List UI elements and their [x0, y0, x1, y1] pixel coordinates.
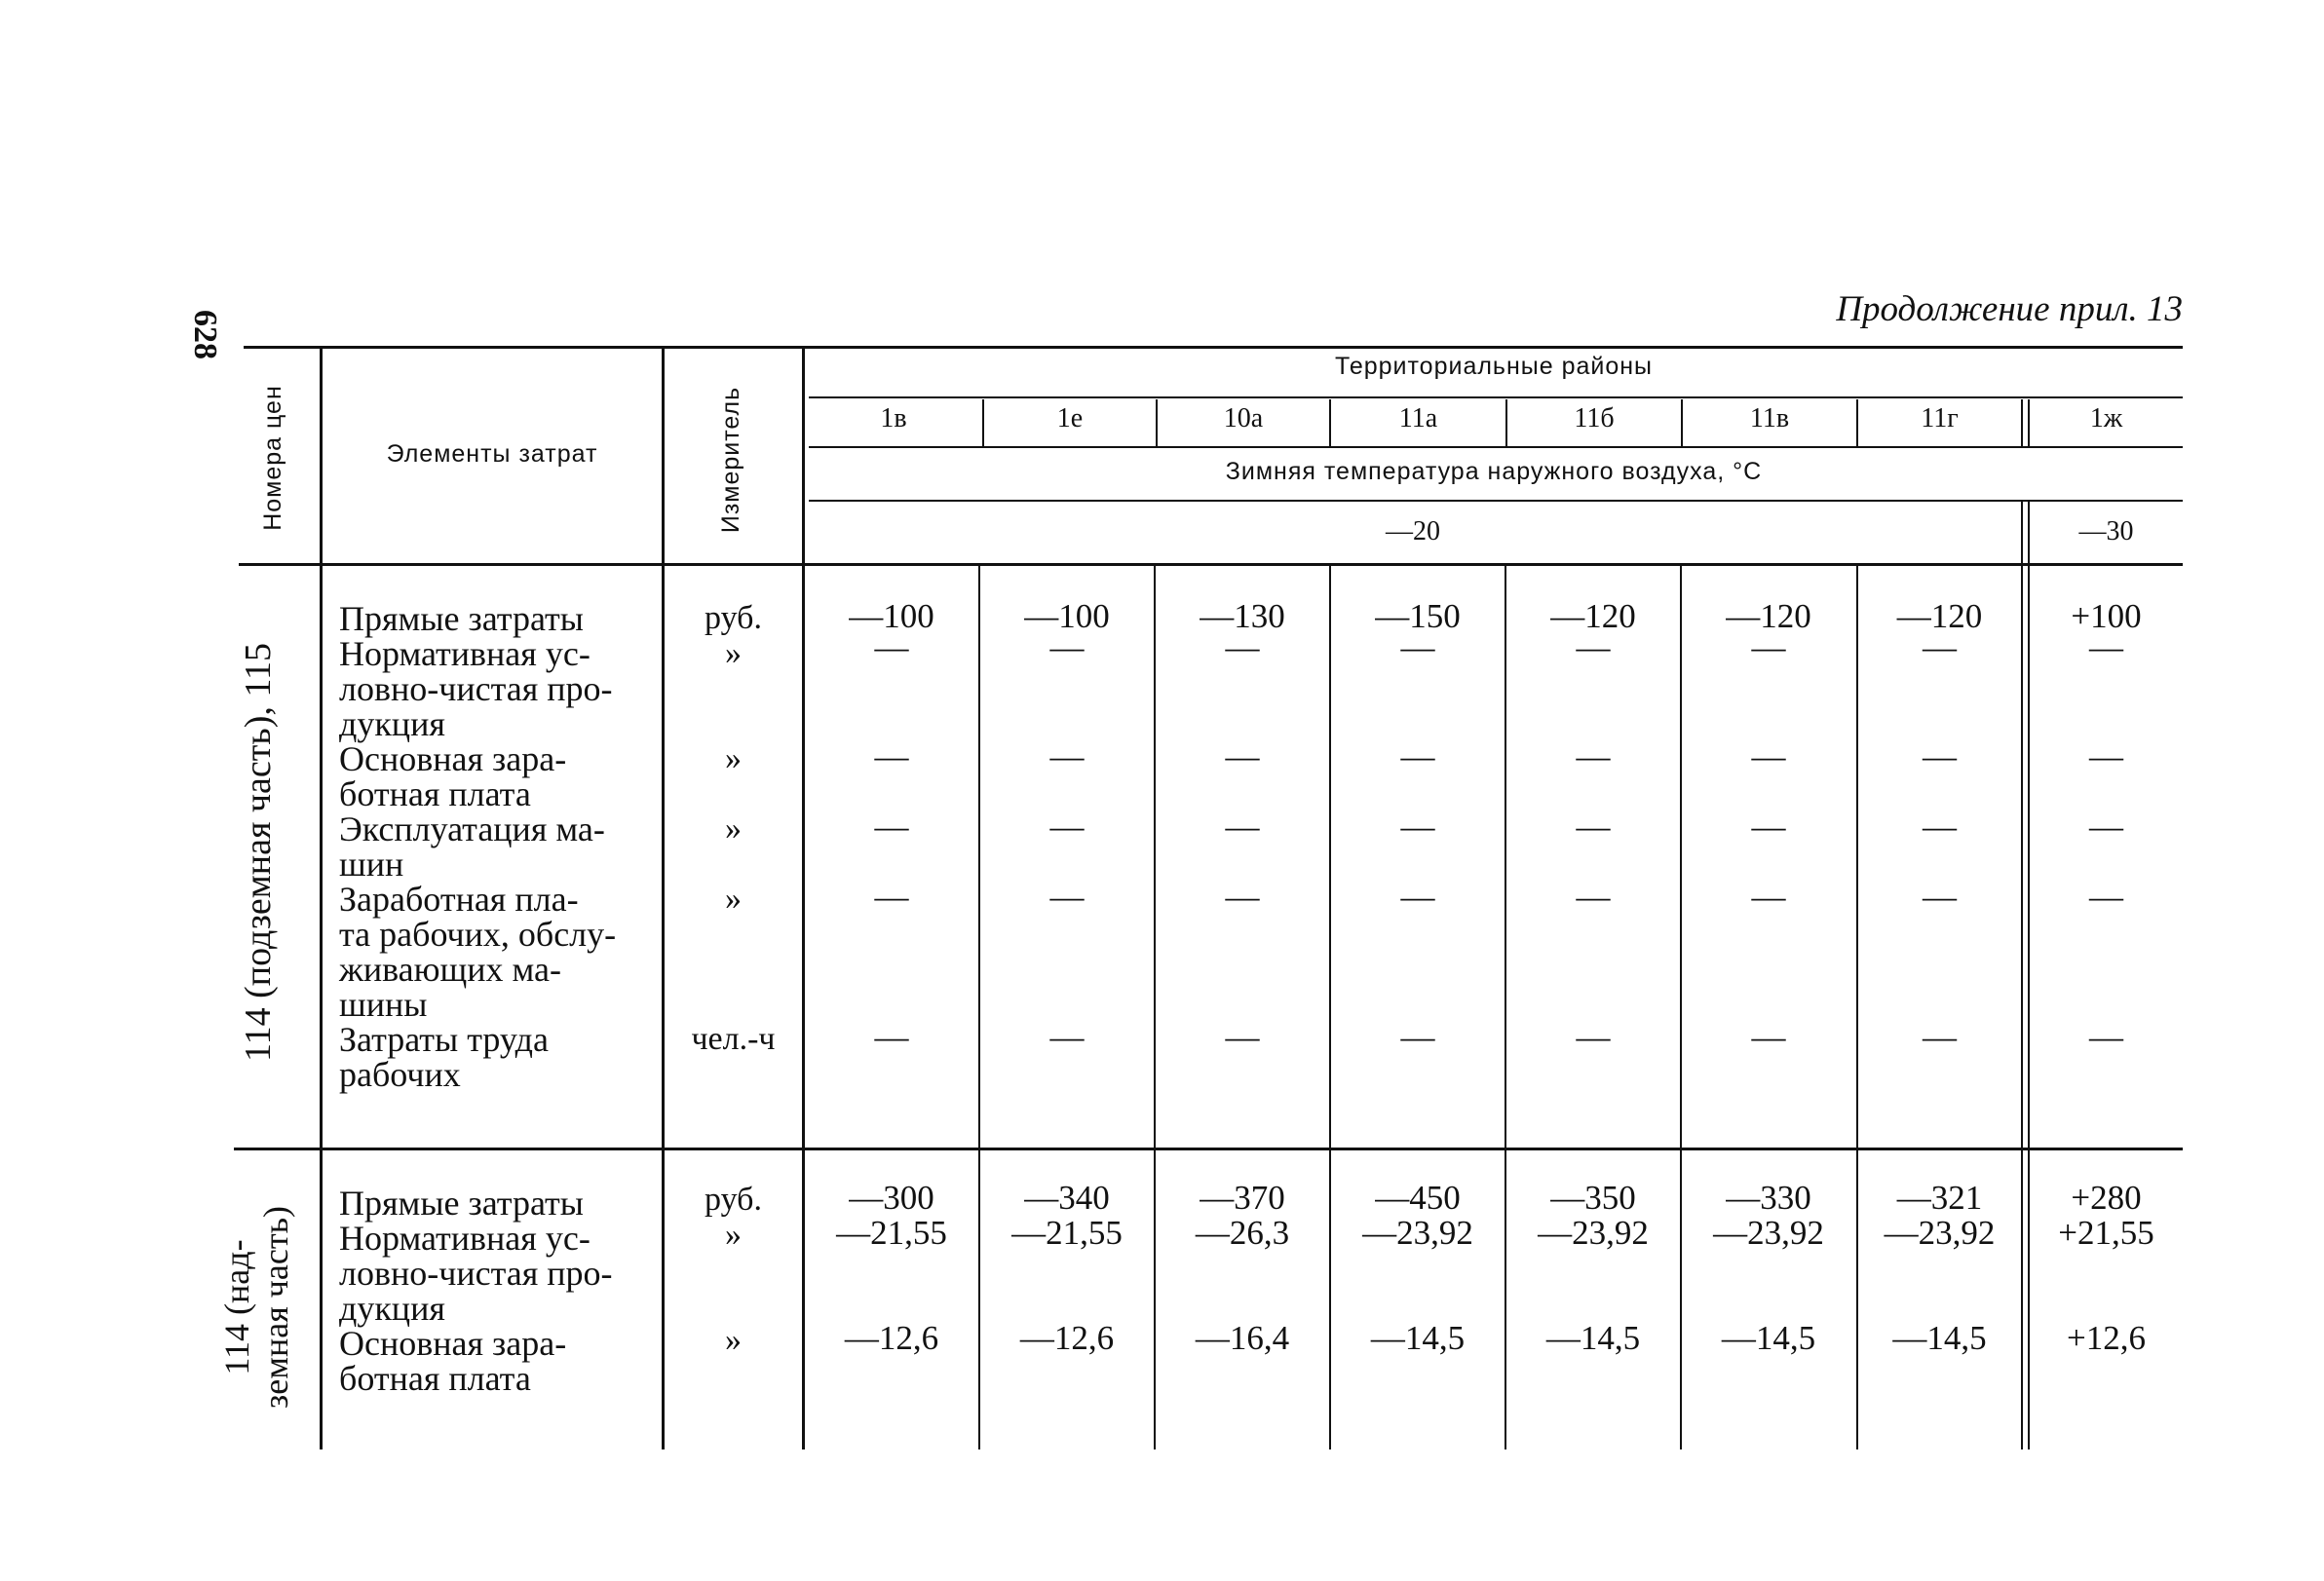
cell-value: —	[874, 1018, 909, 1056]
temp-main: —20	[1386, 516, 1440, 546]
district-11b: 11б	[1574, 403, 1615, 433]
cell-value: —	[1576, 1018, 1611, 1056]
cell-value: —23,92	[1713, 1214, 1824, 1252]
row-element-line: Прямые затраты	[339, 599, 584, 638]
cell-value: —	[1751, 628, 1786, 666]
section-label-aboveground-line1: 114 (над-	[217, 1239, 256, 1375]
cell-value: —	[1400, 878, 1435, 916]
cell-value: —	[1049, 878, 1085, 916]
cell-value: —	[1923, 808, 1957, 846]
cell-value: —100	[849, 597, 934, 635]
cell-value: +280	[2071, 1179, 2142, 1217]
row-unit: »	[725, 635, 742, 671]
row-element-line: ловно-чистая про-	[339, 1254, 613, 1293]
cell-value: —	[1923, 878, 1957, 916]
cell-value: —	[1751, 737, 1786, 775]
cell-value: —	[1049, 628, 1085, 666]
cell-value: —	[1049, 1018, 1085, 1056]
cell-value: —	[1225, 808, 1260, 846]
row-unit: руб.	[705, 600, 762, 636]
row-element-line: ботная плата	[339, 774, 531, 813]
cell-value: —	[1049, 808, 1085, 846]
row-element-line: Прямые затраты	[339, 1184, 584, 1223]
cell-value: —	[1576, 808, 1611, 846]
row-element-line: дукция	[339, 1289, 445, 1328]
cell-value: —	[1576, 628, 1611, 666]
cell-value: —370	[1200, 1179, 1285, 1217]
cell-value: —26,3	[1195, 1214, 1290, 1252]
section-label-aboveground-line2: земная часть)	[256, 1206, 295, 1409]
page-number: 628	[187, 310, 223, 359]
cell-value: —	[1751, 1018, 1786, 1056]
cell-value: —120	[1550, 597, 1636, 635]
cell-value: —	[1400, 737, 1435, 775]
cell-value: —	[1923, 1018, 1957, 1056]
cell-value: —	[1923, 628, 1957, 666]
district-1e: 1е	[1056, 403, 1084, 433]
section-label-aboveground	[217, 1181, 299, 1434]
cell-value: —23,92	[1538, 1214, 1649, 1252]
row-unit: руб.	[705, 1182, 762, 1218]
row-element-line: та рабочих, обслу-	[339, 915, 617, 954]
cell-value: —	[1049, 737, 1085, 775]
cell-value: —321	[1896, 1179, 1983, 1217]
cell-value: —14,5	[1892, 1319, 1987, 1357]
row-unit: »	[725, 881, 742, 917]
cell-value: —	[1576, 737, 1611, 775]
header-unit: Измеритель	[717, 386, 744, 534]
cell-value: —12,6	[1019, 1319, 1115, 1357]
row-element-line: Затраты труда	[339, 1020, 549, 1059]
cell-value: —150	[1375, 597, 1461, 635]
continuation-caption: Продолжение прил. 13	[1836, 289, 2183, 329]
row-unit: »	[725, 1217, 742, 1253]
cell-value: —120	[1896, 597, 1983, 635]
district-10a: 10а	[1223, 403, 1264, 433]
cell-value: —300	[849, 1179, 934, 1217]
cell-value: —14,5	[1545, 1319, 1641, 1357]
district-1zh: 1ж	[2089, 403, 2123, 433]
row-element-line: Нормативная ус-	[339, 1219, 591, 1258]
cell-value: —	[1576, 878, 1611, 916]
cell-value: —	[2089, 1018, 2123, 1056]
cell-value: —	[1225, 628, 1260, 666]
cell-value: —	[874, 737, 909, 775]
cell-value: —	[1751, 808, 1786, 846]
cell-value: —23,92	[1362, 1214, 1473, 1252]
row-element-line: дукция	[339, 704, 445, 743]
header-cost-elements: Элементы затрат	[386, 440, 598, 468]
row-element-line: живающих ма-	[339, 950, 562, 989]
header-price-numbers: Номера цен	[259, 385, 286, 531]
cell-value: —16,4	[1195, 1319, 1290, 1357]
district-11g: 11г	[1921, 403, 1959, 433]
cell-value: —350	[1550, 1179, 1636, 1217]
cell-value: +21,55	[2058, 1214, 2154, 1252]
cell-value: —12,6	[844, 1319, 939, 1357]
row-unit: »	[725, 740, 742, 776]
cell-value: —	[1225, 878, 1260, 916]
cell-value: —	[1225, 737, 1260, 775]
cell-value: —100	[1024, 597, 1110, 635]
cell-value: —450	[1375, 1179, 1461, 1217]
row-element-line: Основная зара-	[339, 1324, 567, 1363]
cell-value: —14,5	[1370, 1319, 1466, 1357]
cell-value: —340	[1024, 1179, 1110, 1217]
cell-value: +100	[2071, 597, 2142, 635]
cell-value: —	[1751, 878, 1786, 916]
row-element-line: Эксплуатация ма-	[339, 809, 605, 848]
cell-value: —330	[1726, 1179, 1811, 1217]
cell-value: —	[874, 808, 909, 846]
cell-value: —21,55	[1011, 1214, 1123, 1252]
cell-value: —21,55	[836, 1214, 947, 1252]
cell-value: —	[1400, 1018, 1435, 1056]
district-1v: 1в	[880, 403, 907, 433]
section-label-underground: 114 (подземная часть), 115	[238, 643, 279, 1062]
cell-value: —	[1400, 808, 1435, 846]
row-unit: »	[725, 1322, 742, 1358]
row-element-line: рабочих	[339, 1055, 461, 1094]
header-territorial: Территориальные районы	[1334, 353, 1654, 380]
district-11v: 11в	[1749, 403, 1790, 433]
cell-value: —	[2089, 808, 2123, 846]
row-element-line: ботная плата	[339, 1359, 531, 1398]
row-element-line: Нормативная ус-	[339, 634, 591, 673]
cell-value: —130	[1200, 597, 1285, 635]
row-element-line: Заработная пла-	[339, 880, 579, 919]
row-element-line: шин	[339, 845, 404, 884]
temp-last: —30	[2078, 516, 2134, 546]
cell-value: —120	[1726, 597, 1811, 635]
cell-value: —	[874, 628, 909, 666]
cell-value: —	[1225, 1018, 1260, 1056]
row-element-line: Основная зара-	[339, 739, 567, 778]
cell-value: —	[1923, 737, 1957, 775]
cell-value: —	[2089, 878, 2123, 916]
cell-value: —	[874, 878, 909, 916]
cell-value: —	[1400, 628, 1435, 666]
cell-value: —	[2089, 628, 2123, 666]
row-element-line: шины	[339, 985, 428, 1024]
district-11a: 11а	[1398, 403, 1438, 433]
cell-value: +12,6	[2067, 1319, 2146, 1357]
cell-value: —	[2089, 737, 2123, 775]
row-element-line: ловно-чистая про-	[339, 669, 613, 708]
row-unit: чел.-ч	[691, 1021, 776, 1057]
cell-value: —23,92	[1884, 1214, 1996, 1252]
cell-value: —14,5	[1721, 1319, 1816, 1357]
row-unit: »	[725, 810, 742, 847]
header-temperature: Зимняя температура наружного воздуха, °С	[1225, 458, 1763, 485]
